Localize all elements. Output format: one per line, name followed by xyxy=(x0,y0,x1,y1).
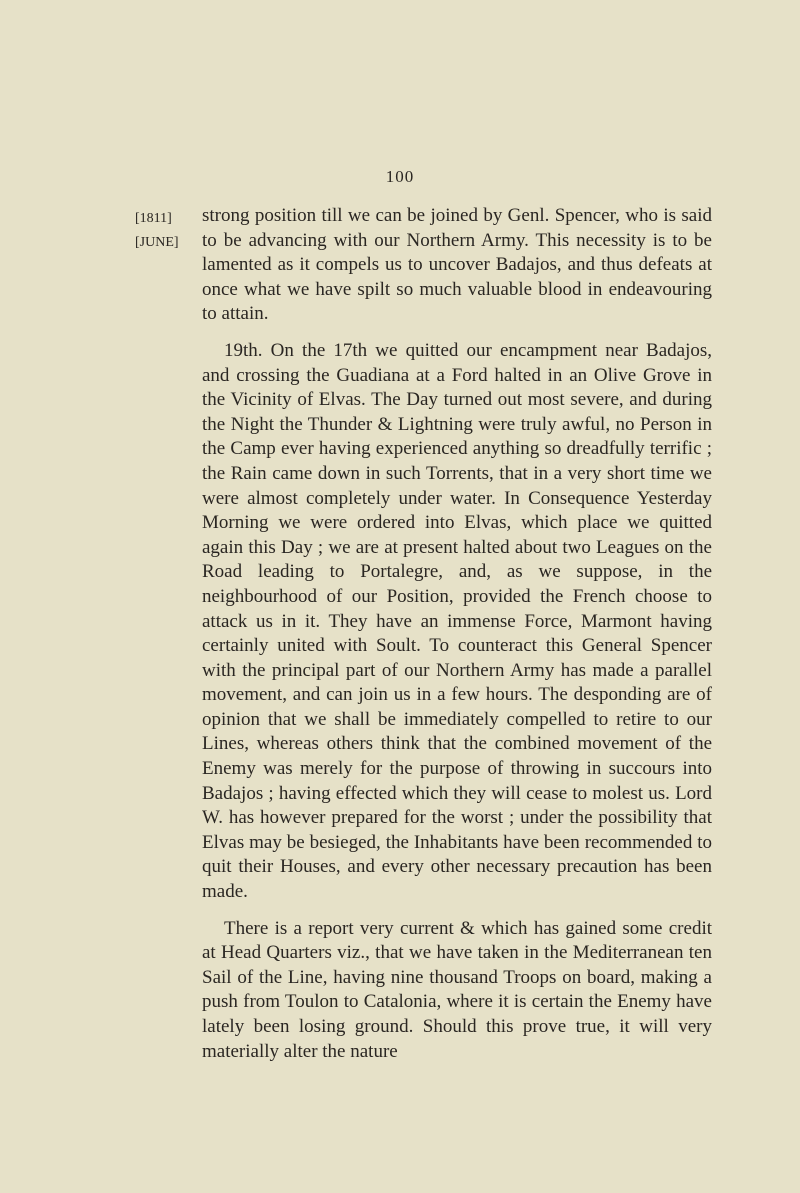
body-text xyxy=(202,204,712,1064)
paragraph-2: 19th. On the 17th we quitted our encampment near Badajos, and crossing the Guadiana at a Ford halted in an Olive Grove in the Vicinity of Elvas. The Day turned out most severe, and during the Night the Thunder & Lightning were truly awful, no Person in the Camp ever having experienced anything so dreadfully terrific ; the Rain came down in such Torrents, that in a very short time we were almost completely under water. In Consequence Yesterday Morning we were ordered into Elvas, which place we quitted again this Day ; we are at present halted about two Leagues on the Road leading to Portalegre, and, as we suppose, in the neighbourhood of our Position, provided the French choose to attack us in it. They have an immense Force, Marmont having certainly united with Soult. To counteract this General Spencer with the principal part of our Northern Army has made a parallel movement, and can join us in a few hours. The desponding are of opinion that we shall be immediately compelled to retire to our Lines, whereas others think that the combined movement of the Enemy was merely for the purpose of throwing in succours into Badajos ; having effected which they will cease to molest us. Lord W. has however prepared for the worst ; under the possibility that Elvas may be besieged, the Inhabitants have been recommended to quit their Houses, and every other necessary precaution has been made. xyxy=(202,339,712,903)
margin-note-month: [JUNE] xyxy=(135,235,179,250)
margin-note-year: [1811] xyxy=(135,211,172,226)
paragraph-1: strong position till we can be joined by Genl. Spencer, who is said to be advancing with our Northern Army. This necessity is to be lamented as it compels us to uncover Badajos, and thus defeats at once what we have spilt so much valuable blood in endeavouring to attain. xyxy=(202,205,712,325)
page-number: 100 xyxy=(385,167,415,186)
margin-notes xyxy=(135,207,195,255)
paragraph-3: There is a report very current & which has gained some credit at Head Quarters viz., that we have taken in the Mediterranean ten Sail of the Line, having nine thousand Troops on board, making a push from Toulon to Catalonia, where it is certain the Enemy have lately been losing ground. Should this prove true, it will very materially alter the nature xyxy=(202,917,712,1062)
